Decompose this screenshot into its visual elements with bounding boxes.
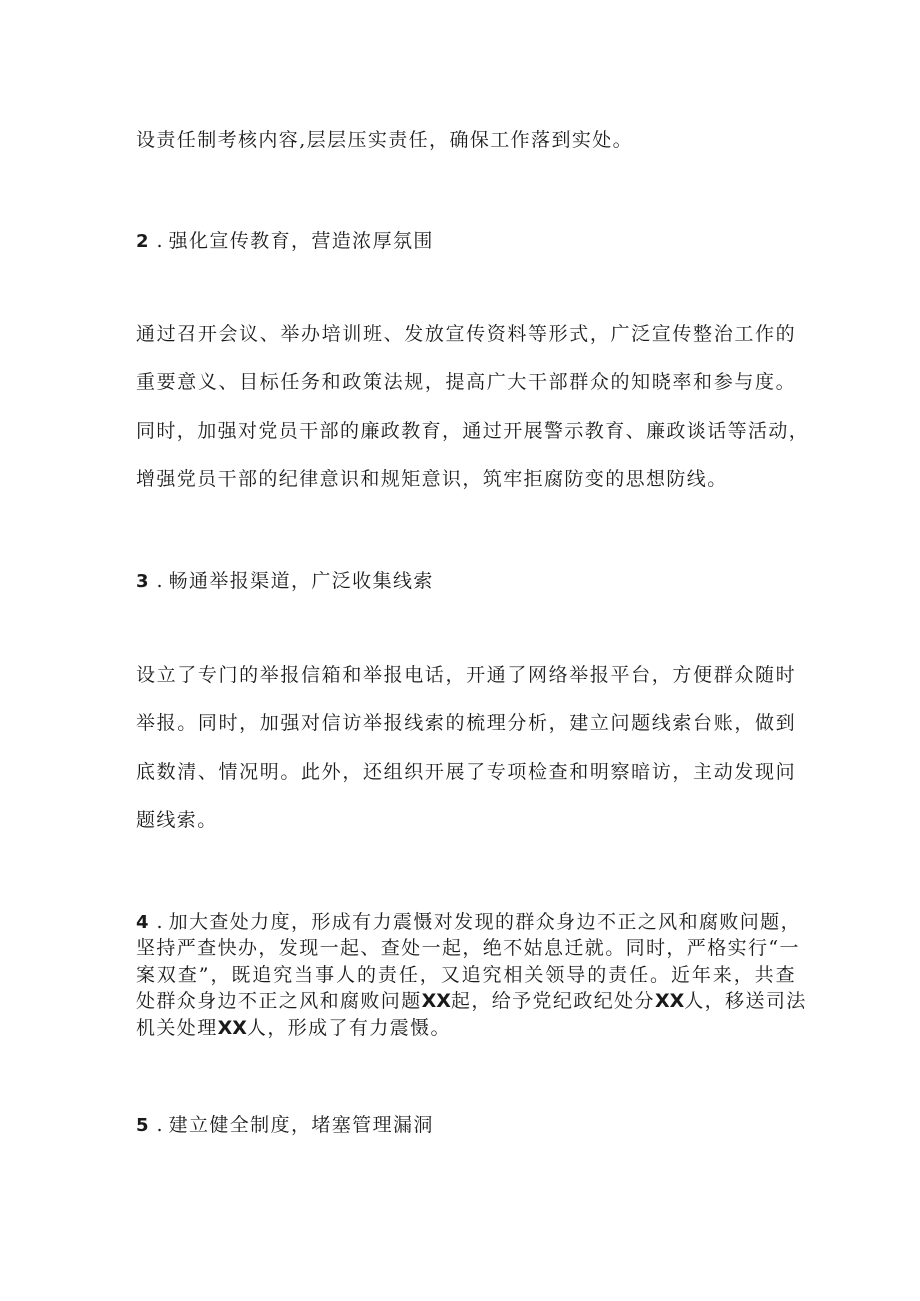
section-3-heading [136,569,796,594]
section-4-number: 4 [136,912,149,933]
section-3-line-3: 底数清、情况明。此外，还组织开展了专项检查和明察暗访，主动发现问 [136,761,796,783]
section-2-line-1: 通过召开会议、举办培训班、发放宣传资料等形式，广泛宣传整治工作的 [136,323,796,345]
section-2-line-2: 重要意义、目标任务和政策法规，提高广大干部群众的知晓率和参与度。 [136,371,796,393]
section-4-line-4 [136,989,807,1013]
section-5-heading [136,1113,796,1138]
section-3-line-4: 题线索。 [136,809,218,831]
section-2-line-4: 增强党员干部的纪律意识和规矩意识，筑牢拒腐防变的思想防线。 [136,468,728,490]
section-4-line-4-text-c: 人，移送司法 [684,990,807,1012]
section-3-number: 3 [136,571,149,592]
placeholder-xx: XX [654,990,685,1012]
section-4-line-4-text-b: 起，给予党纪政纪处分 [450,990,655,1012]
section-4-line-5-text-b: 人，形成了有力震慑。 [246,1017,451,1039]
section-2-title: 强化宣传教育，营造浓厚氛围 [168,230,434,252]
section-4-line-1-text: 加大查处力度，形成有力震慑对发现的群众身边不正之风和腐败问题， [168,911,801,933]
section-2-heading [136,229,796,254]
section-4-line-5-text-a: 机关处理 [136,1017,218,1039]
section-2-number: 2 [136,231,149,252]
section-2-separator: . [156,230,163,252]
section-3-line-1: 设立了专门的举报信箱和举报电话，开通了网络举报平台，方便群众随时 [136,664,796,686]
section-3-separator: . [156,570,163,592]
section-3-title: 畅通举报渠道，广泛收集线索 [168,570,434,592]
section-4-line-3: 案双查”，既追究当事人的责任，又追究相关领导的责任。近年来，共查 [136,964,796,986]
section-4-separator: . [156,911,163,933]
placeholder-xx: XX [217,1017,247,1039]
placeholder-xx: XX [421,990,451,1012]
section-4-line-4-text-a: 处群众身边不正之风和腐败问题 [136,990,422,1012]
section-5-separator: . [156,1114,163,1136]
section-5-number: 5 [136,1115,149,1136]
section-3-line-2: 举报。同时，加强对信访举报线索的梳理分析，建立问题线索台账，做到 [136,712,796,734]
section-5-title: 建立健全制度，堵塞管理漏洞 [168,1114,434,1136]
section-2-line-3: 同时，加强对党员干部的廉政教育，通过开展警示教育、廉政谈话等活动， [136,420,810,442]
section-4-line-5 [136,1016,796,1040]
section-4-line-2: 坚持严查快办，发现一起、查处一起，绝不姑息迁就。同时，严格实行“一 [136,937,800,959]
intro-paragraph-line: 设责任制考核内容,层层压实责任，确保工作落到实处。 [136,129,634,151]
section-4-line-1 [136,910,801,935]
